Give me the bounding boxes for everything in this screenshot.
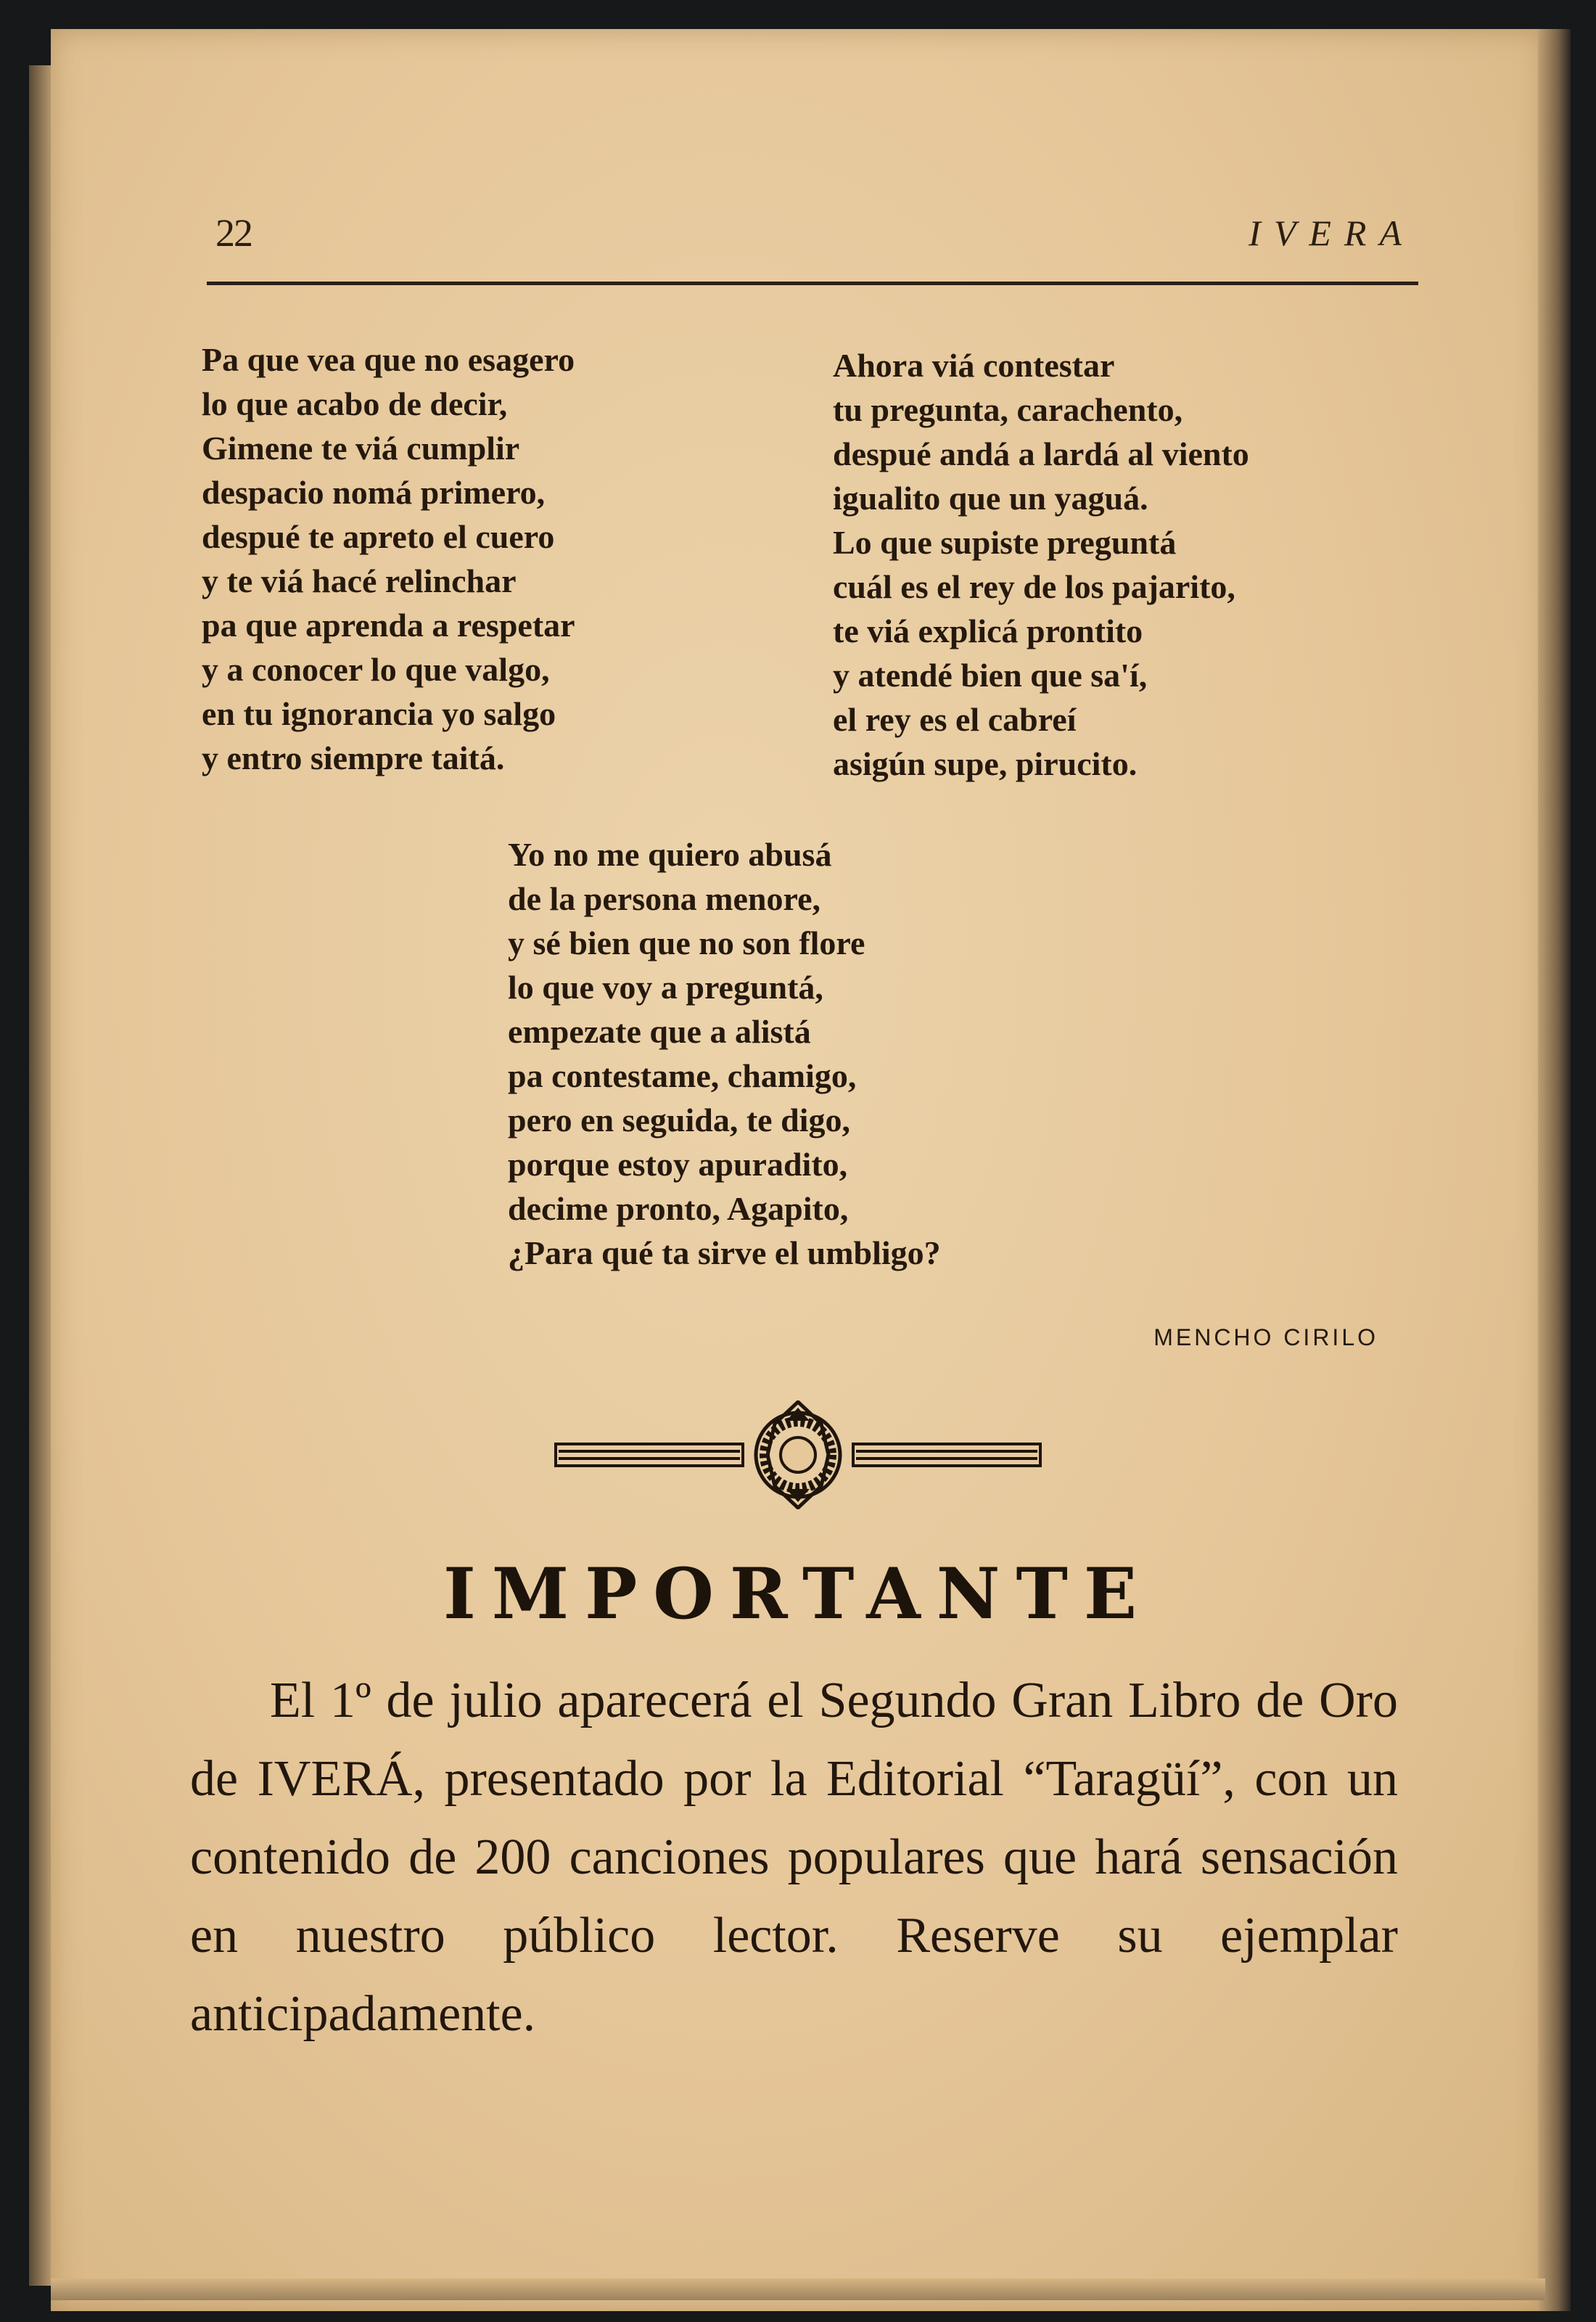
verse-line: despué te apreto el cuero [202,518,555,555]
verse-line: el rey es el cabreí [833,701,1077,738]
verse-line: Ahora viá contestar [833,347,1115,384]
verse-line: y sé bien que no son flore [508,924,865,961]
wreath-divider-icon [551,1400,1045,1509]
header-rule [207,282,1418,285]
verse-line: pa contestame, chamigo, [508,1057,857,1094]
verse-line: Gimene te viá cumplir [202,430,520,467]
verse-line: y a conocer lo que valgo, [202,651,550,688]
running-title: IVERA [1249,213,1415,253]
verse-line: tu pregunta, carachento, [833,391,1183,428]
verse-line: de la persona menore, [508,880,821,917]
verse-line: porque estoy apuradito, [508,1146,848,1183]
verse-line: y te viá hacé relinchar [202,562,517,599]
verse-line: y atendé bien que sa'í, [833,657,1148,694]
verse-line: y entro siempre taitá. [202,739,505,776]
notice-heading: IMPORTANTE [443,1553,1153,1635]
verse-line: pa que aprenda a respetar [202,607,575,644]
page-number: 22 [215,211,252,255]
verse-line: Pa que vea que no esagero [202,341,575,378]
verse-line: empezate que a alistá [508,1013,811,1050]
verse-line: despué andá a lardá al viento [833,435,1249,472]
verse-line: ¿Para qué ta sirve el umbligo? [508,1234,941,1271]
poem-stanza-right [833,343,1413,786]
verse-line: lo que voy a preguntá, [508,969,823,1006]
notice-body: El 1º de julio aparecerá el Segundo Gran Libro de Oro de IVERÁ, presentado por la Editorial “Taragüí”, con un contenido de 200 canciones populares que hará sensación en nuestro público lector. Reserve su ejemplar anticipadamente. [190,1673,1398,2042]
verse-line: Lo que supiste preguntá [833,524,1177,561]
verse-line: asigún supe, pirucito. [833,745,1138,782]
verse-line: decime pronto, Agapito, [508,1190,849,1227]
verse-line: cuál es el rey de los pajarito, [833,568,1235,605]
poem-stanza-center [508,832,1074,1275]
page-header [163,210,1415,290]
book-spine-shadow [1538,29,1571,2311]
verse-line: igualito que un yaguá. [833,480,1148,517]
verse-line: en tu ignorancia yo salgo [202,695,556,732]
verse-line: pero en seguida, te digo, [508,1101,850,1139]
verse-line: lo que acabo de decir, [202,385,508,422]
verse-line: Yo no me quiero abusá [508,836,832,873]
verse-line: despacio nomá primero, [202,474,546,511]
verse-line: te viá explicá prontito [833,612,1143,649]
book-left-edge [29,65,52,2286]
book-bottom-edge [51,2278,1545,2300]
poem-author: MENCHO CIRILO [1153,1324,1378,1350]
poem-stanza-left [202,337,709,780]
